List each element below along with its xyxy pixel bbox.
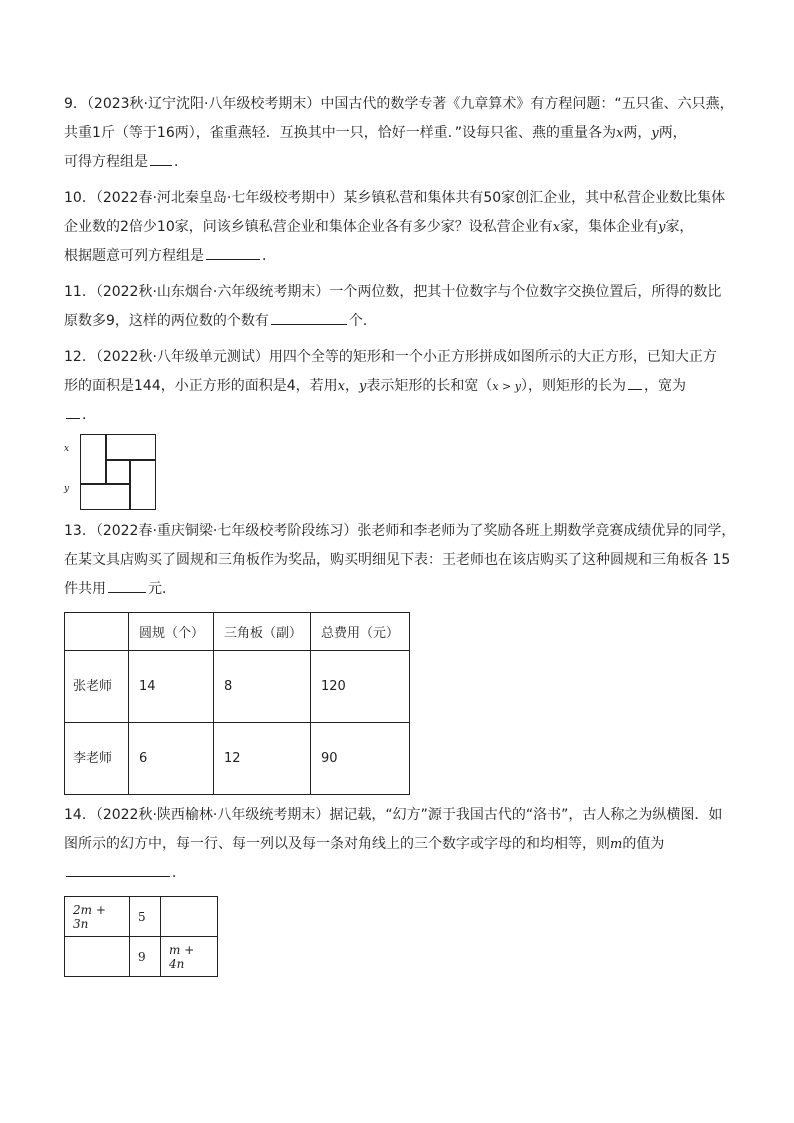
rect-top	[106, 434, 156, 460]
q11-text: 个．	[348, 313, 377, 329]
table-header-cell	[65, 613, 129, 651]
q11-line-2	[64, 307, 734, 336]
q11-answer-blank[interactable]	[271, 309, 347, 325]
rect-right	[130, 460, 156, 510]
table-cell: 90	[311, 723, 410, 795]
question-9	[64, 90, 734, 177]
figure-label-y: y	[64, 484, 70, 494]
q12-text: ，宽为	[643, 378, 686, 394]
q11-text: 原数多9，这样的两位数的个数有	[64, 313, 269, 329]
q14-text: 的值为	[622, 836, 665, 852]
table-header-cell: 总费用（元）	[311, 613, 410, 651]
magic-square-row	[65, 937, 218, 977]
table-header-cell: 三角板（副）	[214, 613, 311, 651]
q9-line-2	[64, 119, 734, 148]
q12-line-2	[64, 372, 734, 401]
q13-text: 元．	[148, 581, 176, 597]
q14-line-1: 14．（2022秋·陕西榆林·八年级统考期末）据记载，“幻方”源于我国古代的“洛书”，古人称之为纵横图．如	[64, 807, 723, 823]
question-10	[64, 184, 734, 271]
q12-var-y: y	[358, 379, 367, 394]
table-header-cell: 圆规（个）	[129, 613, 214, 651]
magic-square-cell: m + 4n	[161, 937, 218, 977]
q12-line-1: 12．（2022秋·八年级单元测试）用四个全等的矩形和一个小正方形拼成如图所示的大正方形，已知大正方	[64, 349, 717, 365]
q10-answer-blank[interactable]	[206, 244, 260, 260]
table-row	[65, 723, 410, 795]
magic-square-cell: 9	[130, 937, 161, 977]
q13-purchase-table	[64, 612, 410, 795]
q9-line-1: 9．（2023秋·辽宁沈阳·八年级校考期末）中国古代的数学专著《九章算术》有方程问题：“五只雀、六只燕，	[64, 96, 734, 112]
q12-var-x: x	[337, 379, 345, 394]
question-14	[64, 801, 734, 888]
q12-length-blank[interactable]	[628, 374, 642, 390]
q9-text: 共重1斤（等于16两），雀重燕轻．互换其中一只，恰好一样重．”设每只雀、燕的重量各为	[64, 125, 616, 141]
q10-line-2	[64, 213, 734, 242]
q13-line-2: 在某文具店购买了圆规和三角板作为奖品，购买明细见下表：王老师也在该店购买了这种圆规和三角板各 15	[64, 552, 731, 568]
magic-square-cell: 2m + 3n	[65, 897, 130, 937]
q10-text: 家，集体企业有	[560, 219, 659, 235]
question-11	[64, 278, 734, 336]
small-square	[106, 460, 130, 484]
rect-bottom	[80, 484, 130, 510]
teacher-name: 李老师	[73, 751, 113, 766]
figure-label-x: x	[64, 444, 70, 454]
table-cell: 120	[311, 651, 410, 723]
q11-line-1: 11．（2022秋·山东烟台·六年级统考期末）一个两位数，把其十位数字与个位数字交换位置后，所得的数比	[64, 284, 722, 300]
q12-width-blank[interactable]	[66, 403, 80, 419]
q10-line-1: 10．（2022春·河北秦皇岛·七年级校考期中）某乡镇私营和集体共有50家创汇企业，其中私营企业数比集体	[64, 190, 726, 206]
q12-text: 表示矩形的长和宽（	[366, 378, 493, 394]
q9-text: 可得方程组是	[64, 154, 148, 170]
q14-line-2	[64, 830, 734, 859]
q13-line-3	[64, 575, 734, 604]
q10-var-y: y	[658, 220, 666, 235]
q10-var-x: x	[552, 220, 561, 235]
q12-text: 形的面积是144，小正方形的面积是4，若用	[64, 378, 338, 394]
q9-line-3: 可得方程组是 ．	[64, 148, 734, 177]
magic-square-cell	[65, 937, 130, 977]
q10-text: 根据题意可列方程组是	[64, 248, 204, 264]
q14-answer-blank[interactable]	[66, 861, 170, 877]
q10-text: 家，	[665, 219, 694, 235]
teacher-name: 张老师	[73, 679, 113, 694]
q12-square-figure	[64, 434, 154, 504]
q13-line-1: 13．（2022春·重庆铜梁·七年级校考阶段练习）张老师和李老师为了奖励各班上期数学竞赛成绩优异的同学，	[64, 523, 736, 539]
q12-line-3: ．	[64, 401, 734, 430]
table-cell-teacher	[65, 723, 129, 795]
table-cell: 8	[214, 651, 311, 723]
magic-square-row	[65, 897, 218, 937]
q9-answer-blank[interactable]	[150, 150, 172, 166]
q14-magic-square	[64, 896, 218, 977]
table-cell: 6	[129, 723, 214, 795]
q12-condition: x > y	[492, 380, 521, 393]
q12-text: ，	[344, 378, 359, 394]
table-header-row	[65, 613, 410, 651]
q9-var-y: y	[651, 126, 659, 141]
question-13	[64, 517, 734, 604]
question-12	[64, 343, 734, 430]
q13-answer-blank[interactable]	[108, 577, 146, 593]
q9-text: 两，	[658, 125, 687, 141]
magic-square-cell: 5	[130, 897, 161, 937]
q9-text: 两，	[623, 125, 652, 141]
q12-text: ），则矩形的长为	[520, 378, 626, 394]
q14-line-3: ．	[64, 859, 734, 888]
magic-square-cell	[161, 897, 218, 937]
worksheet-page	[64, 90, 734, 977]
q14-var-m: m	[610, 837, 623, 852]
q13-text: 件共用	[64, 581, 106, 597]
q9-var-x: x	[615, 126, 624, 141]
table-cell: 14	[129, 651, 214, 723]
q10-text: 企业数的2倍少10家，问该乡镇私营企业和集体企业各有多少家？设私营企业有	[64, 219, 553, 235]
table-cell-teacher	[65, 651, 129, 723]
table-row	[65, 651, 410, 723]
table-cell: 12	[214, 723, 311, 795]
q14-text: 图所示的幻方中，每一行、每一列以及每一条对角线上的三个数字或字母的和均相等，则	[64, 836, 610, 852]
rect-left	[80, 434, 106, 484]
q10-line-3: 根据题意可列方程组是 ．	[64, 242, 734, 271]
